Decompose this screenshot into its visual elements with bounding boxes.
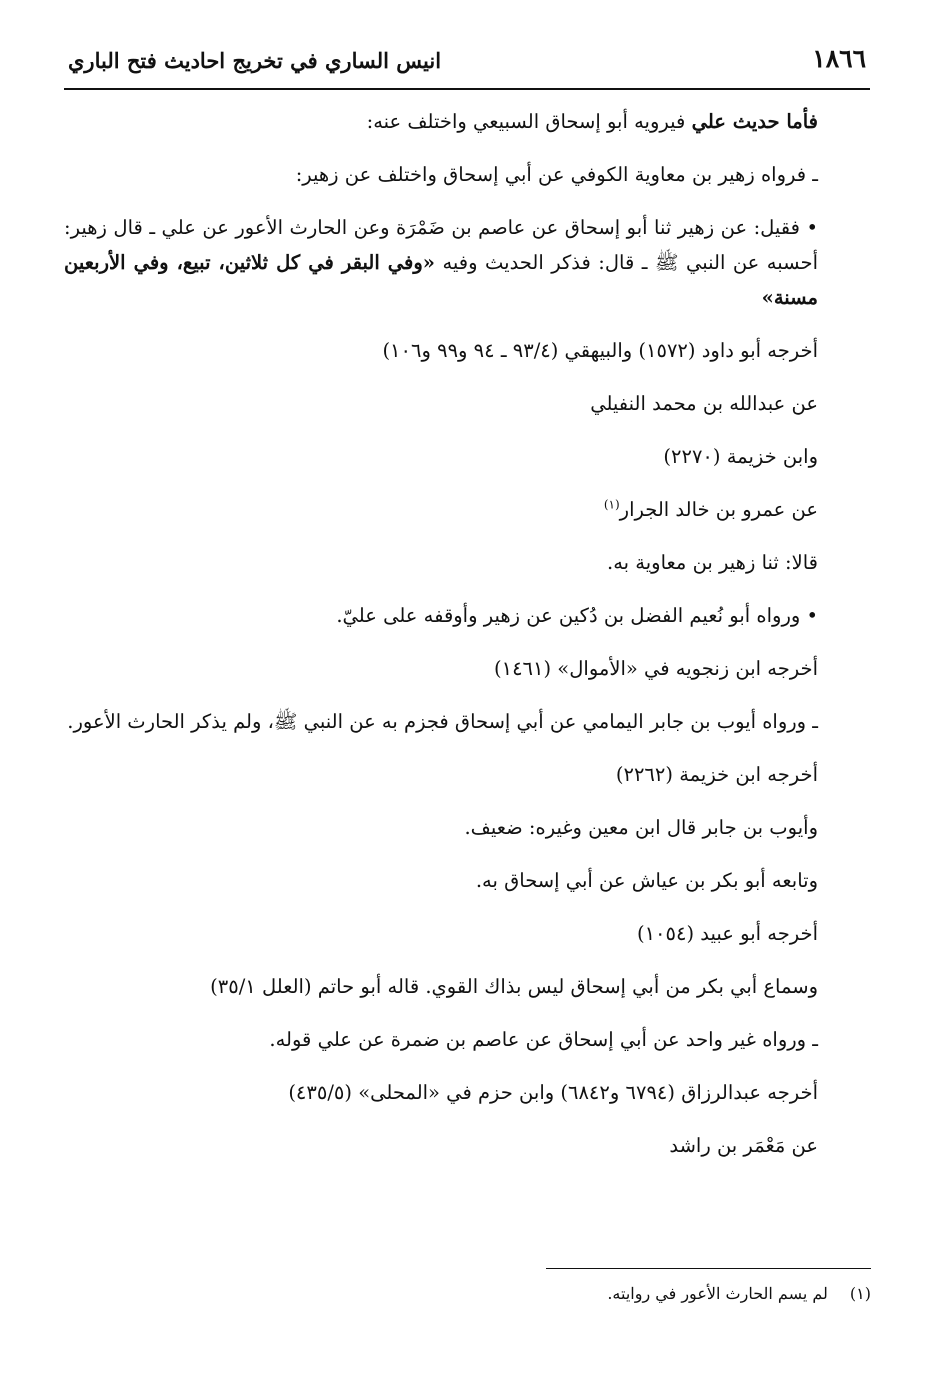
footnote-marker: (١)	[603, 497, 620, 512]
paragraph-4: أخرجه أبو داود (١٥٧٢) والبيهقي (٩٣/٤ ـ ٩٤ و٩٩ و١٠٦)	[382, 339, 818, 362]
bold-lead: فأما حديث علي	[691, 110, 818, 133]
paragraph-7-text: عن عمرو بن خالد الجرار	[619, 498, 818, 521]
page-number: ١٨٦٦	[812, 44, 866, 73]
hadith-quote: «وفي البقر في كل ثلاثين، تبيع، وفي الأربعين مسنة»	[64, 251, 818, 309]
paragraph-14: وتابعه أبو بكر بن عياش عن أبي إسحاق به.	[475, 869, 818, 892]
paragraph-9: • ورواه أبو نُعيم الفضل بن دُكين عن زهير وأوقفه على عليّ.	[336, 604, 818, 627]
paragraph-19: عن مَعْمَر بن راشد	[669, 1134, 818, 1157]
paragraph-16: وسماع أبي بكر من أبي إسحاق ليس بذاك القوي. قاله أبو حاتم (العلل ٣٥/١)	[210, 975, 818, 998]
paragraph-15: أخرجه أبو عبيد (١٠٥٤)	[636, 922, 818, 945]
paragraph-17: ـ ورواه غير واحد عن أبي إسحاق عن عاصم بن ضمرة عن علي قوله.	[269, 1028, 818, 1051]
page-body	[64, 104, 870, 1163]
paragraph-13: وأيوب بن جابر قال ابن معين وغيره: ضعيف.	[464, 816, 818, 839]
paragraph-7	[64, 492, 870, 527]
paragraph-1	[64, 104, 870, 139]
paragraph-5: عن عبدالله بن محمد النفيلي	[590, 392, 818, 415]
paragraph-8: قالا: ثنا زهير بن معاوية به.	[607, 551, 818, 574]
paragraph-18: أخرجه عبدالرزاق (٦٧٩٤ و٦٨٤٢) وابن حزم في «المحلى» (٤٣٥/٥)	[288, 1081, 818, 1104]
paragraph-1-text: فيرويه أبو إسحاق السبيعي واختلف عنه:	[366, 110, 692, 133]
paragraph-10: أخرجه ابن زنجويه في «الأموال» (١٤٦١)	[493, 657, 818, 680]
paragraph-3	[64, 210, 870, 315]
paragraph-6: وابن خزيمة (٢٢٧٠)	[663, 445, 818, 468]
footnote	[65, 1282, 871, 1306]
paragraph-12: أخرجه ابن خزيمة (٢٢٦٢)	[615, 763, 818, 786]
paragraph-11: ـ ورواه أيوب بن جابر اليمامي عن أبي إسحاق فجزم به عن النبي ﷺ، ولم يذكر الحارث الأعور.	[67, 710, 818, 733]
page-header	[64, 44, 870, 90]
footnote-text: لم يسم الحارث الأعور في روايته.	[607, 1284, 828, 1303]
paragraph-3-text: • فقيل: عن زهير ثنا أبو إسحاق عن عاصم بن ضَمْرَة وعن الحارث الأعور عن علي ـ قال زهير: أحسبه عن النبي ﷺ ـ قال: فذكر الحديث وفيه	[64, 216, 818, 274]
running-title: انيس الساري في تخريج احاديث فتح الباري	[68, 48, 442, 73]
footnote-divider	[546, 1268, 871, 1269]
footnote-number: (١)	[849, 1284, 871, 1303]
paragraph-2: ـ فرواه زهير بن معاوية الكوفي عن أبي إسحاق واختلف عن زهير:	[295, 163, 818, 186]
